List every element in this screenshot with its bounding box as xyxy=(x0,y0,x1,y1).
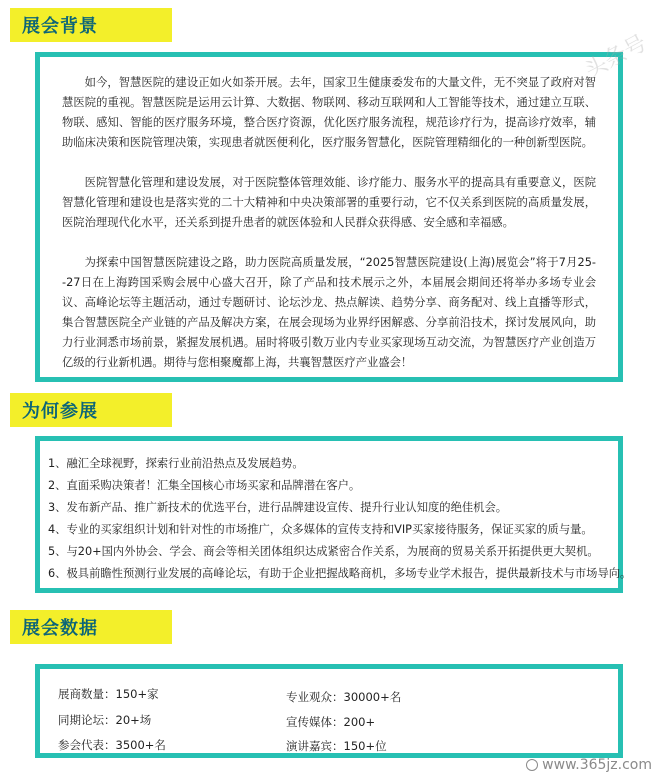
why-item-6: 6、极具前瞻性预测行业发展的高峰论坛，有助于企业把握战略商机，多场专业学术报告，提供最新技术与市场导向。 xyxy=(48,567,632,580)
why-item-3: 3、发布新产品、推广新技术的优选平台，进行品牌建设宣传、提升行业认知度的绝佳机会。 xyxy=(48,501,508,514)
stat-forums: 同期论坛：20+场 xyxy=(58,713,152,727)
background-panel xyxy=(35,52,623,382)
background-paragraph-3: 为探索中国智慧医院建设之路，助力医院高质量发展，“2025智慧医院建设(上海)展览会”将于7月25--27日在上海跨国采购会展中心盛大召开，除了产品和技术展示之外，本届展会期间还将举办多场专业会议、高峰论坛等主题活动，通过专题研讨、论坛沙龙、热点解读、趋势分享、商务配对、线上直播等形式，集合智慧医院全产业链的产品及解决方案，在展会现场为业界纾困解惑、分享前沿技术，探讨发展风向，助力行业洞悉市场前景，紧握发展机遇。届时将吸引数万业内专业买家现场互动交流，为智慧医疗产业创造万亿级的行业新机遇。期待与您相聚魔都上海，共襄智慧医疗产业盛会！ xyxy=(62,256,596,369)
section-title-background: 展会背景 xyxy=(22,16,98,37)
watermark-bottom-text: www.365jz.com xyxy=(542,757,652,773)
stat-media: 宣传媒体：200+ xyxy=(286,715,376,729)
section-heading-why xyxy=(10,393,172,427)
stat-exhibitors: 展商数量：150+家 xyxy=(58,687,159,701)
section-heading-background xyxy=(10,8,172,42)
why-panel xyxy=(35,436,632,593)
background-paragraph-1: 如今，智慧医院的建设正如火如荼开展。去年，国家卫生健康委发布的大量文件，无不突显了政府对智慧医院的重视。智慧医院是运用云计算、大数据、物联网、移动互联网和人工智能等技术，通过建立互联、物联、感知、智能的医疗服务环境，整合医疗资源，优化医疗服务流程，规范诊疗行为，提高诊疗效率，辅助临床决策和医院管理决策，实现患者就医便利化，医疗服务智慧化，医院管理精细化的一种创新型医院。 xyxy=(62,76,596,149)
why-item-2: 2、直面采购决策者！汇集全国核心市场买家和品牌潜在客户。 xyxy=(48,479,361,492)
stat-visitors: 专业观众：30000+名 xyxy=(286,690,402,704)
watermark-top: 头条号 xyxy=(580,30,651,84)
watermark-logo-icon xyxy=(526,759,538,771)
stat-delegates: 参会代表：3500+名 xyxy=(58,738,166,752)
why-item-1: 1、融汇全球视野，探索行业前沿热点及发展趋势。 xyxy=(48,457,304,470)
section-title-why: 为何参展 xyxy=(22,401,98,422)
watermark-bottom xyxy=(526,757,652,773)
section-title-data: 展会数据 xyxy=(22,618,98,639)
stat-speakers: 演讲嘉宾：150+位 xyxy=(286,739,387,753)
why-item-4: 4、专业的买家组织计划和针对性的市场推广，众多媒体的宣传支持和VIP买家接待服务，保证买家的质与量。 xyxy=(48,523,593,536)
section-heading-data xyxy=(10,610,172,644)
why-item-5: 5、与20+国内外协会、学会、商会等相关团体组织达成紧密合作关系，为展商的贸易关系开拓提供更大契机。 xyxy=(48,545,599,558)
data-panel xyxy=(35,664,623,758)
background-paragraph-2: 医院智慧化管理和建设发展，对于医院整体管理效能、诊疗能力、服务水平的提高具有重要意义，医院智慧化管理和建设也是落实党的二十大精神和中央决策部署的重要行动，它不仅关系到医院的高质量发展，医院治理现代化水平，还关系到提升患者的就医体验和人民群众获得感、安全感和幸福感。 xyxy=(62,176,596,229)
